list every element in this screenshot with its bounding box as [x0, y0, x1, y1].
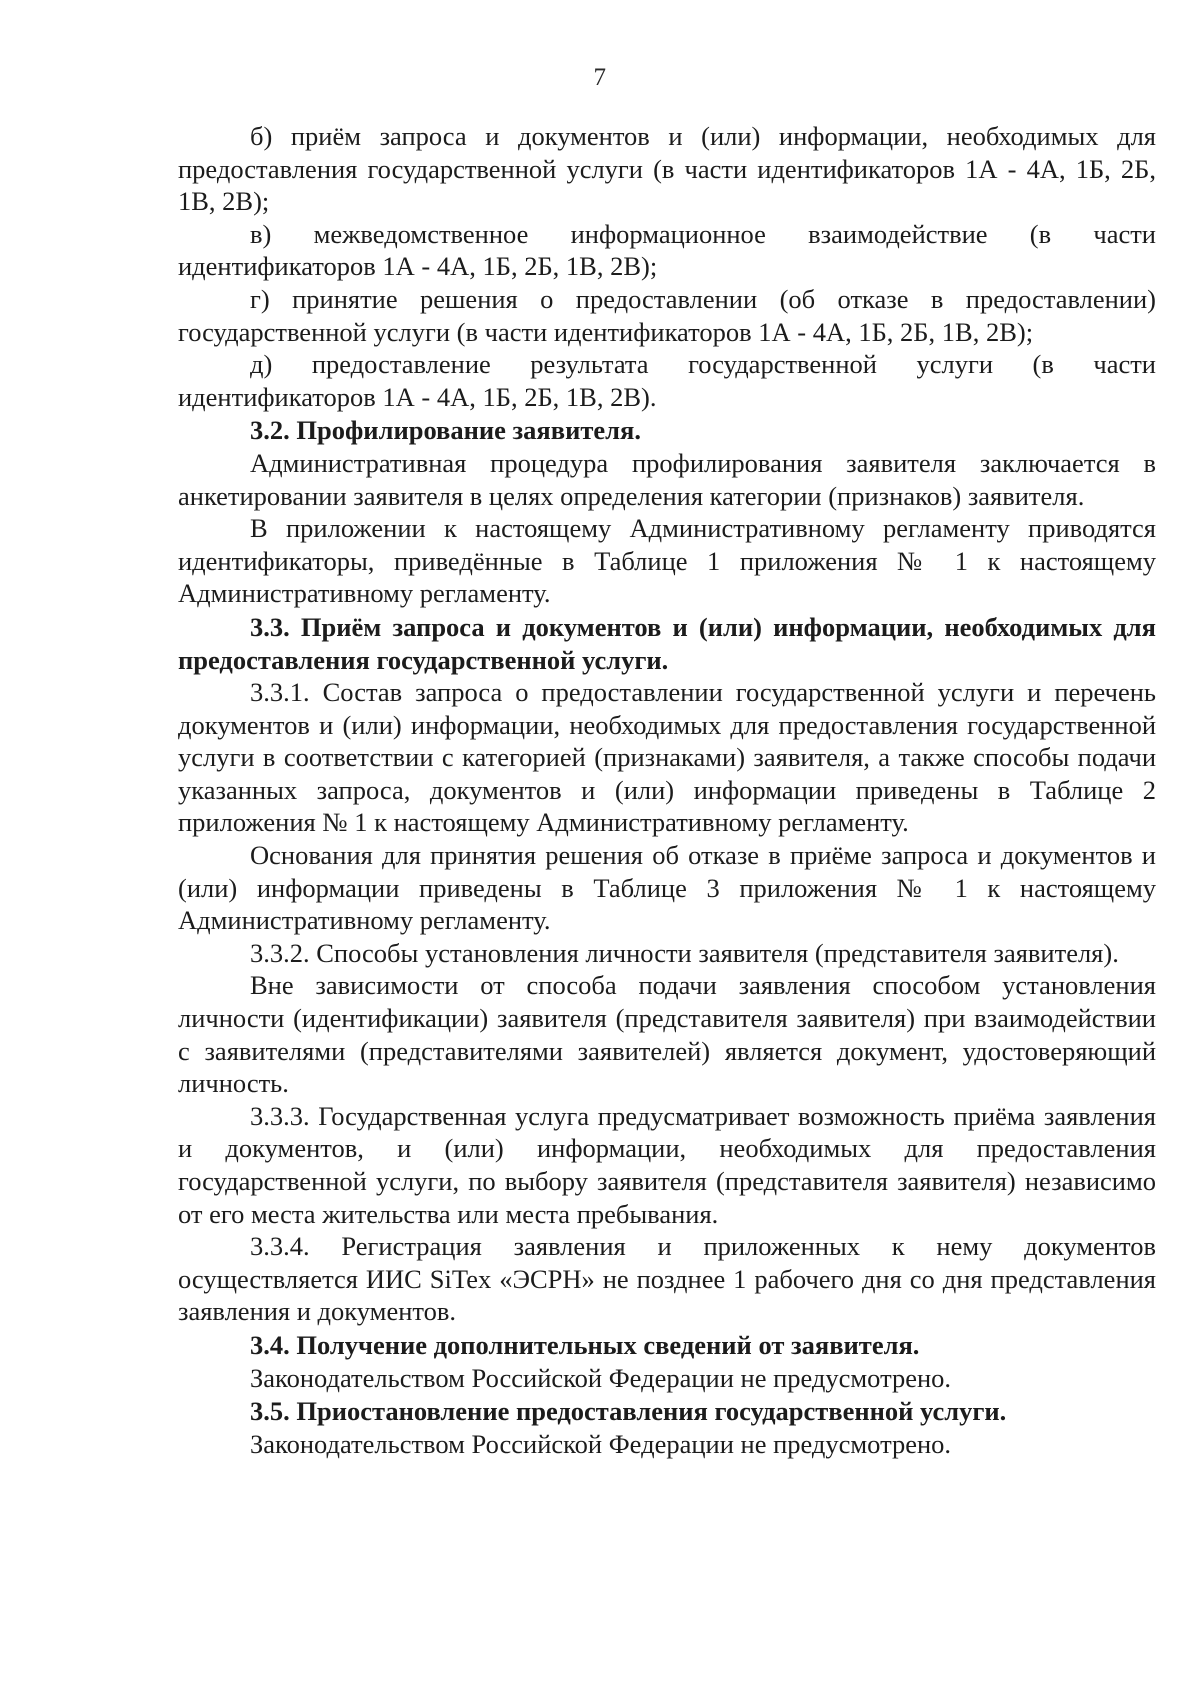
- paragraph-3-3-2-identity: Вне зависимости от способа подачи заявления способом установления личности (идентификации) заявителя (представителя заявителя) при взаимодействии с заявителями (представителями заявителей) является документ, удостоверяющий личность.: [178, 970, 1156, 1099]
- paragraph-item-v: в) межведомственное информационное взаимодействие (в части идентификаторов 1А - 4А, 1Б, 2Б, 1В, 2В);: [178, 218, 1156, 282]
- paragraph-3-5: Законодательством Российской Федерации не предусмотрено.: [250, 1428, 952, 1459]
- paragraph-3-3-2: 3.3.2. Способы установления личности заявителя (представителя заявителя).: [250, 937, 1119, 968]
- document-body: [178, 120, 1156, 1460]
- paragraph-3-3-4: 3.3.4. Регистрация заявления и приложенных к нему документов осуществляется ИИС SiTex «ЭСРН» не позднее 1 рабочего дня со дня представления заявления и документов.: [178, 1231, 1156, 1327]
- paragraph-3-2-identifiers: В приложении к настоящему Административному регламенту приводятся идентификаторы, приведённые в Таблице 1 приложения № 1 к настоящему Административному регламенту.: [178, 513, 1156, 609]
- paragraph-3-3-3: 3.3.3. Государственная услуга предусматривает возможность приёма заявления и документов, и (или) информации, необходимых для предоставления государственной услуги, по выбору заявителя (представителя заявителя) независимо от его места жительства или места пребывания.: [178, 1100, 1156, 1229]
- section-heading-3-2: 3.2. Профилирование заявителя.: [250, 415, 641, 446]
- paragraph-3-3-1-refusal: Основания для принятия решения об отказе в приёме запроса и документов и (или) информации приведены в Таблице 3 приложения № 1 к настоящему Административному регламенту.: [178, 840, 1156, 936]
- paragraph-3-4: Законодательством Российской Федерации не предусмотрено.: [250, 1362, 952, 1393]
- paragraph-item-d: д) предоставление результата государственной услуги (в части идентификаторов 1А - 4А, 1Б, 2Б, 1В, 2В).: [178, 349, 1156, 412]
- paragraph-3-2-profiling: Административная процедура профилирования заявителя заключается в анкетировании заявителя в целях определения категории (признаков) заявителя.: [178, 447, 1156, 511]
- section-heading-3-4: 3.4. Получение дополнительных сведений от заявителя.: [250, 1329, 920, 1360]
- paragraph-item-b: б) приём запроса и документов и (или) информации, необходимых для предоставления государственной услуги (в части идентификаторов 1А - 4А, 1Б, 2Б, 1В, 2В);: [178, 121, 1156, 217]
- section-heading-3-5: 3.5. Приостановление предоставления государственной услуги.: [250, 1396, 1007, 1427]
- section-heading-3-3: 3.3. Приём запроса и документов и (или) информации, необходимых для предоставления государственной услуги.: [178, 611, 1156, 675]
- paragraph-item-g: г) принятие решения о предоставлении (об отказе в предоставлении) государственной услуги (в части идентификаторов 1А - 4А, 1Б, 2Б, 1В, 2В);: [178, 283, 1156, 347]
- page-number: 7: [593, 64, 607, 91]
- paragraph-3-3-1: 3.3.1. Состав запроса о предоставлении государственной услуги и перечень документов и (или) информации, необходимых для предоставления государственной услуги в соответствии с категорией (признаками) заявителя, а также способы подачи указанных запроса, документов и (или) информации приведены в Таблице 2 приложения № 1 к настоящему Административному регламенту.: [178, 677, 1156, 838]
